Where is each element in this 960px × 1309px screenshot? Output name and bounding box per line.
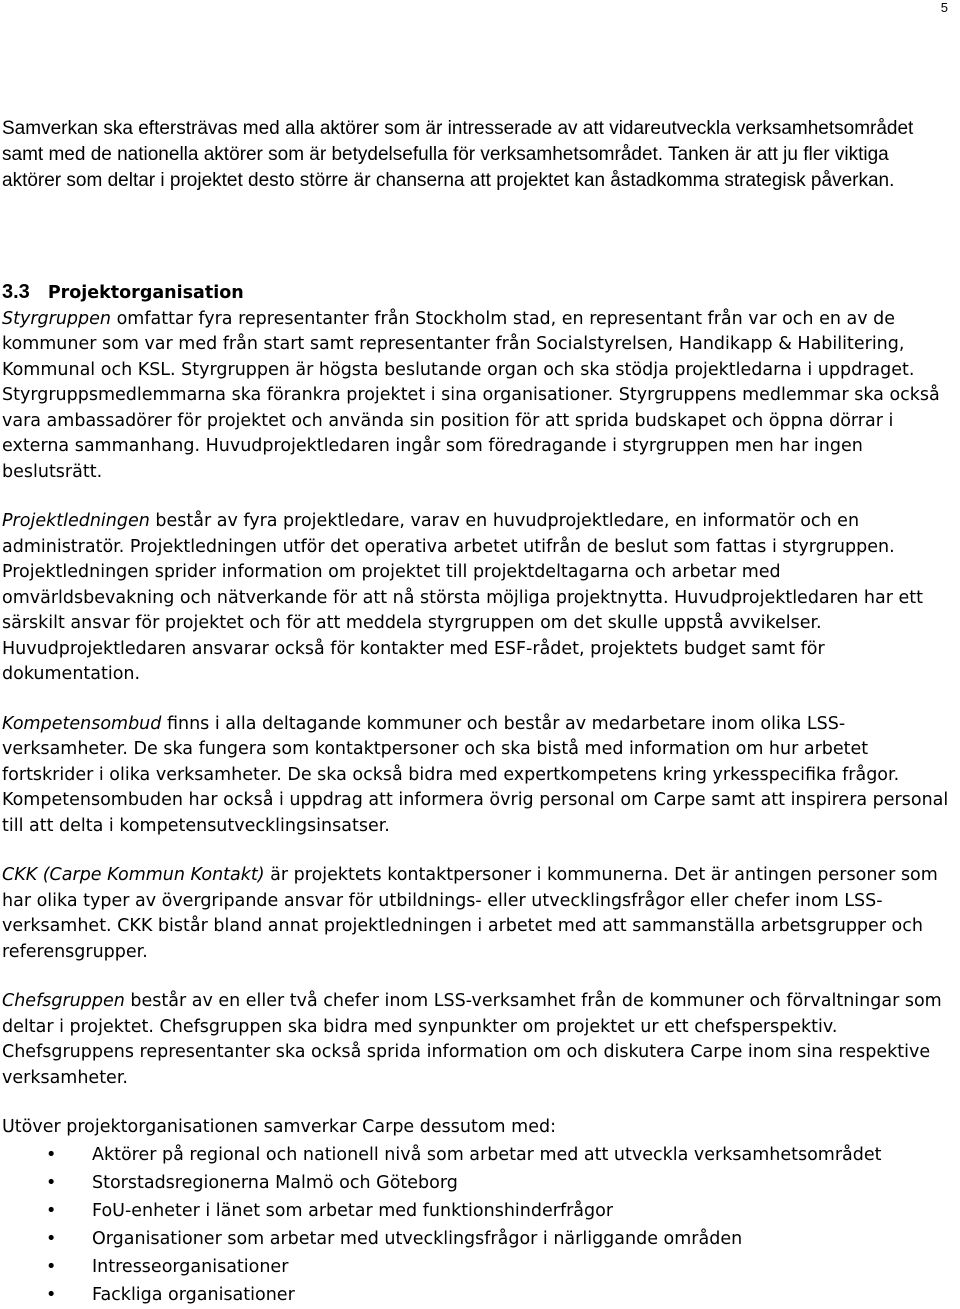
term-kompetensombud: Kompetensombud [2, 713, 162, 734]
partner-list [2, 1141, 952, 1309]
text-styrgruppen: omfattar fyra representanter från Stockholm stad, en representant från var och en av de kommuner som var med från start samt representanter från Socialstyrelsen, Handikapp & Habilitering, Kommunal och KSL. Styrgruppen är högsta beslutande organ och ska stödja projektledarna i uppdraget. Styrgruppsmedlemmarna ska förankra projektet i sina organisationer. Styrgruppens medlemmar ska också vara ambassadörer för projektet och använda sin position för att sprida budskapet och öppna dörrar i externa sammanhang. Huvudprojektledaren ingår som föredragande i styrgruppen men har ingen beslutsrätt. [2, 308, 940, 482]
term-projektledningen: Projektledningen [2, 511, 150, 531]
paragraph-styrgruppen [2, 307, 952, 486]
paragraph-chefsgruppen [2, 989, 952, 1091]
page-number: 5 [940, 0, 948, 15]
paragraph-projektledningen [2, 509, 952, 688]
term-styrgruppen: Styrgruppen [2, 308, 111, 329]
section-title: Projektorganisation [47, 283, 244, 303]
list-item: • FoU-enheter i länet som arbetar med funktionshinderfrågor [2, 1197, 952, 1225]
text-kompetensombud: finns i alla deltagande kommuner och består av medarbetare inom olika LSS-verksamheter. De ska fungera som kontaktpersoner och ska bistå med information om hur arbetet fortskrider i olika verksamheter. De ska också bidra med expertkompetens kring yrkesspecifika frågor. Kompetensombuden har också i uppdrag att informera övrig personal om Carpe samt att inspirera personal till att delta i kompetensutvecklingsinsatser. [2, 713, 949, 836]
term-ckk: CKK (Carpe Kommun Kontakt) [2, 865, 265, 885]
intro-paragraph: Samverkan ska eftersträvas med alla aktörer som är intresserade av att vidareutveckla verksamhetsområdet samt med de nationella aktörer som är betydelsefulla för verksamhetsområdet. Tanken är att ju fler viktiga aktörer som deltar i projektet desto större är chanserna att projektet kan åstadkomma strategisk påverkan. [2, 118, 914, 191]
text-chefsgruppen: består av en eller två chefer inom LSS-verksamhet från de kommuner och förvaltningar som deltar i projektet. Chefsgruppen ska bidra med synpunkter om projektet ur ett chefsperspektiv. Chefsgruppens representanter ska också sprida information om och diskutera Carpe inom sina respektive verksamheter. [2, 991, 942, 1088]
section-heading [2, 280, 952, 307]
list-item: • Intresseorganisationer [2, 1253, 952, 1281]
section-projektorganisation [2, 280, 952, 1309]
list-item: • Aktörer på regional och nationell nivå som arbetar med att utveckla verksamhetsområdet [2, 1141, 952, 1169]
list-item: • Organisationer som arbetar med utvecklingsfrågor i närliggande områden [2, 1225, 952, 1253]
list-item: • Fackliga organisationer [2, 1281, 952, 1309]
paragraph-ckk [2, 863, 952, 965]
list-intro: Utöver projektorganisationen samverkar Carpe dessutom med: [2, 1117, 556, 1137]
section-number: 3.3 [2, 281, 30, 303]
text-ckk: är projektets kontaktpersoner i kommunerna. Det är antingen personer som har olika typer av övergripande ansvar för utbildnings- eller utvecklingsfrågor eller chefer inom LSS-verksamhet. CKK bistår bland annat projektledningen i arbetet med att sammanställa arbetsgrupper och referensgrupper. [2, 865, 938, 962]
list-item: • Storstadsregionerna Malmö och Göteborg [2, 1169, 952, 1197]
text-projektledningen: består av fyra projektledare, varav en huvudprojektledare, en informatör och en administratör. Projektledningen utför det operativa arbetet utifrån de beslut som fattas i styrgruppen. Projektledningen sprider information om projektet till projektdeltagarna och arbetar med omvärldsbevakning och nätverkande för att nå största möjliga projektnytta. Huvudprojektledaren har ett särskilt ansvar för projektet och för att meddela styrgruppen om det skulle uppstå avvikelser. Huvudprojektledaren ansvarar också för kontakter med ESF-rådet, projektets budget samt för dokumentation. [2, 511, 923, 684]
term-chefsgruppen: Chefsgruppen [2, 991, 125, 1011]
paragraph-kompetensombud [2, 712, 952, 840]
